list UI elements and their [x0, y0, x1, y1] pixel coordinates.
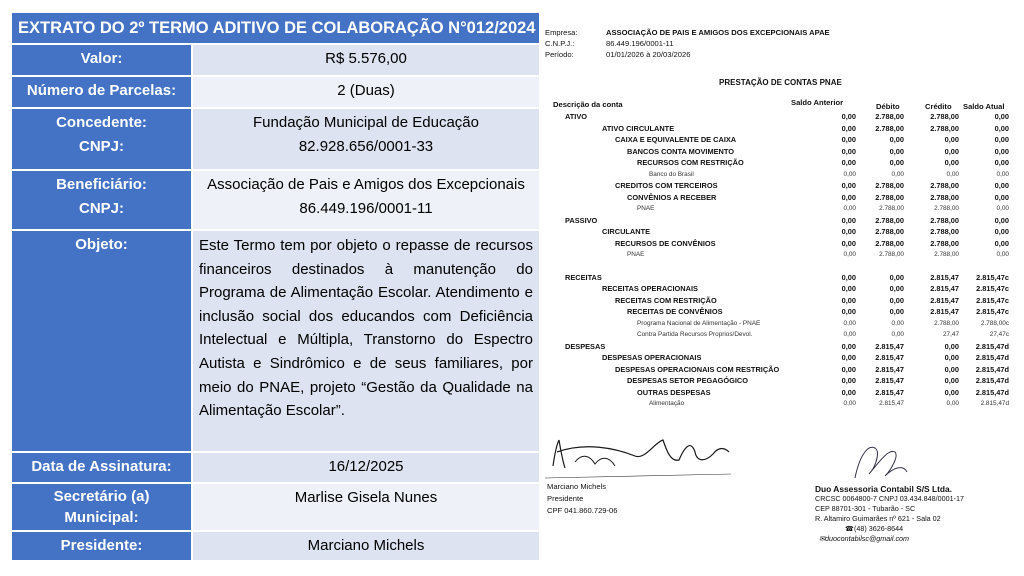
report-line-desc: DESPESAS — [565, 341, 606, 351]
report-line — [545, 215, 1011, 227]
company-name: ASSOCIAÇÃO DE PAIS E AMIGOS DOS EXCEPCIONAIS APAE — [606, 28, 830, 37]
report-line — [545, 249, 1011, 261]
report-line-desc: RECEITAS COM RESTRIÇÃO — [615, 295, 717, 305]
report-line-desc: CREDITOS COM TERCEIROS — [615, 181, 718, 190]
report-line-debit: 0,00 — [891, 170, 904, 178]
report-line-debit: 2.788,00 — [875, 181, 904, 190]
report-line — [545, 157, 1011, 169]
label-concedente-cnpj: CNPJ: — [78, 138, 124, 155]
report-line-desc: Banco do Brasil — [649, 170, 694, 178]
report-line-debit: 2.815,47 — [875, 364, 904, 374]
value-parcelas: 2 (Duas) — [191, 77, 539, 107]
label-secretario — [12, 484, 191, 530]
report-line-prev: 0,00 — [841, 135, 856, 144]
report-line-current: 0,00 — [994, 215, 1009, 225]
report-line — [545, 375, 1011, 387]
report-line-desc: DESPESAS OPERACIONAIS COM RESTRIÇÃO — [615, 364, 780, 374]
report-line-credit: 0,00 — [946, 170, 959, 178]
report-line-current: 2.788,00c — [980, 319, 1009, 327]
president-signature — [545, 422, 735, 482]
stamp-registration: CRCSC 0064800-7 CNPJ 03.434.848/0001-17 — [815, 494, 965, 503]
row-concedente — [12, 109, 539, 169]
report-line-current: 0,00 — [994, 135, 1009, 144]
row-valor — [12, 45, 539, 75]
report-line-credit: 2.815,47 — [930, 284, 959, 293]
report-line-credit: 0,00 — [944, 146, 959, 156]
report-line-current: 0,00 — [994, 181, 1009, 190]
report-line-current: 2.815,47d — [975, 341, 1009, 351]
value-data-assinatura: 16/12/2025 — [191, 453, 539, 482]
report-line — [545, 146, 1011, 158]
report-line-prev: 0,00 — [843, 331, 856, 338]
report-line-credit: 27,47 — [943, 331, 959, 338]
cnpj-value: 86.449.196/0001-11 — [606, 39, 674, 48]
label-beneficiario-cnpj: CNPJ: — [78, 200, 124, 217]
label-concedente — [12, 109, 191, 169]
col-prev: Saldo Anterior — [791, 98, 844, 107]
report-line-desc: CIRCULANTE — [602, 227, 651, 236]
value-valor: R$ 5.576,00 — [191, 45, 539, 75]
report-line-credit: 0,00 — [944, 135, 959, 144]
report-line-debit: 0,00 — [891, 319, 904, 327]
report-line-debit: 2.788,00 — [875, 215, 904, 225]
report-line-prev: 0,00 — [841, 272, 856, 282]
report-line-credit: 2.788,00 — [934, 251, 959, 258]
report-line-prev: 0,00 — [841, 215, 856, 225]
period-value: 01/01/2026 à 20/03/2026 — [606, 50, 691, 59]
stamp-street: R. Altamiro Guimarães nº 621 - Sala 02 — [815, 514, 941, 523]
report-line-prev: 0,00 — [841, 181, 856, 190]
report-line-debit: 2.815,47 — [875, 353, 904, 362]
report-line-credit: 2.815,47 — [930, 272, 959, 282]
report-line — [545, 306, 1011, 318]
report-line-desc: DESPESAS OPERACIONAIS — [602, 353, 702, 362]
report-line-current: 0,00 — [994, 227, 1009, 236]
extract-panel — [12, 13, 539, 562]
report-line — [545, 238, 1011, 250]
stamp-phone: ☎(48) 3626-8644 — [845, 524, 904, 533]
report-line-desc: Alimentação — [649, 400, 685, 407]
report-line-credit: 0,00 — [944, 376, 959, 385]
label-secretario-b: Municipal: — [64, 509, 139, 526]
report-line-desc: OUTRAS DESPESAS — [637, 387, 711, 397]
report-line-current: 2.815,47d — [980, 400, 1009, 407]
report-line — [545, 295, 1011, 307]
report-line-debit: 2.788,00 — [879, 205, 904, 212]
report-line-current: 0,00 — [994, 146, 1009, 156]
report-line-credit: 0,00 — [944, 158, 959, 167]
label-objeto: Objeto: — [12, 231, 191, 451]
report-line — [545, 123, 1011, 135]
accountant-signature — [845, 438, 915, 486]
report-line-credit: 2.788,00 — [930, 112, 959, 121]
report-line-current: 0,00 — [994, 112, 1009, 121]
report-line-credit: 0,00 — [944, 353, 959, 362]
report-line-desc: PNAE — [637, 205, 655, 212]
report-line-debit: 2.815,47 — [875, 376, 904, 385]
report-line-prev: 0,00 — [841, 341, 856, 351]
report-line-prev: 0,00 — [843, 319, 856, 327]
report-line-current: 2.815,47d — [975, 376, 1009, 385]
report-line — [545, 180, 1011, 192]
accountant-stamp — [815, 484, 1015, 544]
report-line-credit: 2.788,00 — [934, 205, 959, 212]
value-concedente — [191, 109, 539, 169]
report-line — [545, 134, 1011, 146]
col-desc: Descrição da conta — [553, 100, 623, 109]
report-line — [545, 111, 1011, 123]
report-line-current: 0,00 — [996, 251, 1009, 258]
beneficiario-name: Associação de Pais e Amigos dos Excepcionais — [207, 176, 525, 193]
report-line-current: 2.815,47d — [975, 387, 1009, 397]
report-lines — [545, 111, 1011, 410]
extract-table — [12, 43, 539, 562]
report-line-desc: Contra Partida Recursos Proprios/Devol. — [637, 331, 753, 338]
value-presidente: Marciano Michels — [191, 532, 539, 560]
report-line — [545, 169, 1011, 181]
report-line-desc: ATIVO — [565, 112, 588, 121]
report-line-desc: RECURSOS COM RESTRIÇÃO — [637, 158, 744, 167]
report-line-desc: Programa Nacional de Alimentação - PNAE — [637, 319, 761, 327]
report-line-current: 2.815,47c — [976, 295, 1009, 305]
report-line-prev: 0,00 — [841, 238, 856, 248]
report-line-prev: 0,00 — [841, 112, 856, 121]
report-line-credit: 0,00 — [944, 387, 959, 397]
report-line-current: 2.815,47d — [975, 364, 1009, 374]
report-line — [545, 398, 1011, 410]
signer-name: Marciano Michels — [547, 482, 607, 491]
col-debit: Débito — [876, 102, 900, 111]
report-line-prev: 0,00 — [841, 295, 856, 305]
president-signature-block — [547, 481, 747, 517]
report-line-current: 2.815,47c — [976, 307, 1009, 316]
report-line-debit: 2.788,00 — [875, 227, 904, 236]
accounting-report — [545, 24, 1015, 544]
col-credit: Crédito — [925, 102, 952, 111]
report-line-debit: 2.788,00 — [875, 192, 904, 202]
report-line-prev: 0,00 — [841, 307, 856, 316]
report-line-debit: 2.788,00 — [875, 123, 904, 133]
report-line-prev: 0,00 — [843, 170, 856, 178]
report-line-current: 0,00 — [994, 192, 1009, 202]
label-secretario-a: Secretário (a) — [53, 488, 150, 505]
report-line-credit: 0,00 — [946, 400, 959, 407]
stamp-firm: Duo Assessoria Contabil S/S Ltda. — [815, 484, 952, 494]
label-beneficiario-name: Beneficiário: — [56, 176, 147, 193]
report-line — [545, 192, 1011, 204]
report-line-prev: 0,00 — [841, 192, 856, 202]
signer-cpf: CPF 041.860.729-06 — [547, 506, 618, 515]
report-line-desc: PASSIVO — [565, 215, 598, 225]
label-concedente-name: Concedente: — [56, 114, 147, 131]
report-line-debit: 0,00 — [889, 158, 904, 167]
report-line-credit: 2.788,00 — [930, 192, 959, 202]
report-line-current: 0,00 — [994, 158, 1009, 167]
col-current: Saldo Atual — [963, 102, 1005, 111]
cnpj-label: C.N.P.J.: — [545, 39, 575, 48]
stamp-email: ✉duocontabilsc@gmail.com — [819, 534, 910, 543]
report-line-debit: 0,00 — [889, 295, 904, 305]
report-line-debit: 2.815,47 — [879, 400, 904, 407]
report-line-prev: 0,00 — [841, 123, 856, 133]
report-line-credit: 2.815,47 — [930, 307, 959, 316]
report-line-desc: RECEITAS OPERACIONAIS — [602, 284, 698, 293]
label-presidente: Presidente: — [12, 532, 191, 560]
value-secretario: Marlise Gisela Nunes — [191, 484, 539, 530]
report-line-prev: 0,00 — [841, 364, 856, 374]
report-line-debit: 0,00 — [889, 272, 904, 282]
report-line-debit: 0,00 — [889, 135, 904, 144]
report-line-credit: 0,00 — [944, 364, 959, 374]
report-line-desc: BANCOS CONTA MOVIMENTO — [627, 146, 735, 156]
report-line-prev: 0,00 — [841, 146, 856, 156]
report-line-prev: 0,00 — [841, 227, 856, 236]
report-line-prev: 0,00 — [841, 284, 856, 293]
report-line-current: 2.815,47c — [976, 284, 1009, 293]
report-line — [545, 272, 1011, 284]
row-beneficiario — [12, 171, 539, 229]
report-line-debit: 2.788,00 — [879, 251, 904, 258]
report-line-credit: 2.815,47 — [930, 295, 959, 305]
signer-role: Presidente — [547, 494, 584, 503]
report-line — [545, 226, 1011, 238]
report-line-desc: RECURSOS DE CONVÊNIOS — [615, 238, 716, 248]
report-line — [545, 341, 1011, 353]
report-line-desc: CAIXA E EQUIVALENTE DE CAIXA — [615, 135, 737, 144]
stamp-cep: CEP 88701-301 - Tubarão - SC — [815, 504, 916, 513]
label-valor: Valor: — [12, 45, 191, 75]
report-gap — [545, 261, 1011, 272]
report-line-current: 2.815,47d — [975, 353, 1009, 362]
concedente-cnpj: 82.928.656/0001-33 — [298, 138, 434, 155]
report-line-prev: 0,00 — [843, 400, 856, 407]
report-line-credit: 2.788,00 — [930, 123, 959, 133]
report-line-current: 0,00 — [996, 205, 1009, 212]
concedente-name: Fundação Municipal de Educação — [253, 114, 479, 131]
extract-title: EXTRATO DO 2º TERMO ADITIVO DE COLABORAÇÃO N°012/2024 — [12, 13, 539, 43]
report-line-current: 0,00 — [994, 123, 1009, 133]
row-objeto — [12, 231, 539, 451]
report-line-desc: RECEITAS — [565, 272, 602, 282]
report-title: PRESTAÇÃO DE CONTAS PNAE — [719, 78, 842, 87]
report-line-credit: 2.788,00 — [934, 319, 959, 327]
report-line — [545, 203, 1011, 215]
row-data-assinatura — [12, 453, 539, 482]
label-parcelas: Número de Parcelas: — [12, 77, 191, 107]
report-line-debit: 2.815,47 — [875, 341, 904, 351]
report-line-desc: ATIVO CIRCULANTE — [602, 123, 675, 133]
report-line-prev: 0,00 — [841, 353, 856, 362]
beneficiario-cnpj: 86.449.196/0001-11 — [299, 200, 433, 217]
report-line-desc: CONVÊNIOS A RECEBER — [627, 192, 717, 202]
report-line-current: 2.815,47c — [976, 272, 1009, 282]
report-line-credit: 2.788,00 — [930, 227, 959, 236]
label-data-assinatura: Data de Assinatura: — [12, 453, 191, 482]
report-line-desc: RECEITAS DE CONVÊNIOS — [627, 307, 723, 316]
report-line-debit: 0,00 — [889, 307, 904, 316]
report-line-prev: 0,00 — [841, 387, 856, 397]
label-beneficiario — [12, 171, 191, 229]
row-secretario — [12, 484, 539, 530]
report-line-desc: DESPESAS SETOR PEGAGÓGICO — [627, 376, 749, 385]
report-line — [545, 329, 1011, 341]
report-line-debit: 2.788,00 — [875, 238, 904, 248]
report-line-credit: 2.788,00 — [930, 181, 959, 190]
value-beneficiario — [191, 171, 539, 229]
report-line-prev: 0,00 — [841, 158, 856, 167]
report-line — [545, 352, 1011, 364]
report-line-current: 0,00 — [994, 238, 1009, 248]
report-line-debit: 0,00 — [889, 284, 904, 293]
report-line-prev: 0,00 — [843, 205, 856, 212]
report-line — [545, 387, 1011, 399]
period-label: Período: — [545, 50, 574, 59]
report-line-debit: 0,00 — [891, 331, 904, 338]
row-presidente — [12, 532, 539, 560]
report-line-prev: 0,00 — [843, 251, 856, 258]
report-line-desc: PNAE — [627, 251, 645, 258]
report-line-credit: 2.788,00 — [930, 215, 959, 225]
company-label: Empresa: — [545, 28, 578, 37]
report-line-credit: 2.788,00 — [930, 238, 959, 248]
report-line-debit: 2.815,47 — [875, 387, 904, 397]
report-line-prev: 0,00 — [841, 376, 856, 385]
report-line-current: 27,47c — [989, 331, 1009, 338]
value-objeto: Este Termo tem por objeto o repasse de recursos financeiros destinados à manutenção do Programa de Alimentação Escolar. Atendimento e inclusão social dos educandos com Deficiência Intelectual e Múltipla, Transtorno do Espectro Autista e Sindrômico e de seus familiares, por meio do PNAE, projeto “Gestão da Qualidade na Alimentação Escolar”. — [191, 231, 539, 451]
report-line — [545, 318, 1011, 330]
report-line-credit: 0,00 — [944, 341, 959, 351]
report-line-debit: 0,00 — [889, 146, 904, 156]
report-line-debit: 2.788,00 — [875, 112, 904, 121]
row-parcelas — [12, 77, 539, 107]
report-line — [545, 364, 1011, 376]
report-line-current: 0,00 — [996, 170, 1009, 178]
report-line — [545, 283, 1011, 295]
